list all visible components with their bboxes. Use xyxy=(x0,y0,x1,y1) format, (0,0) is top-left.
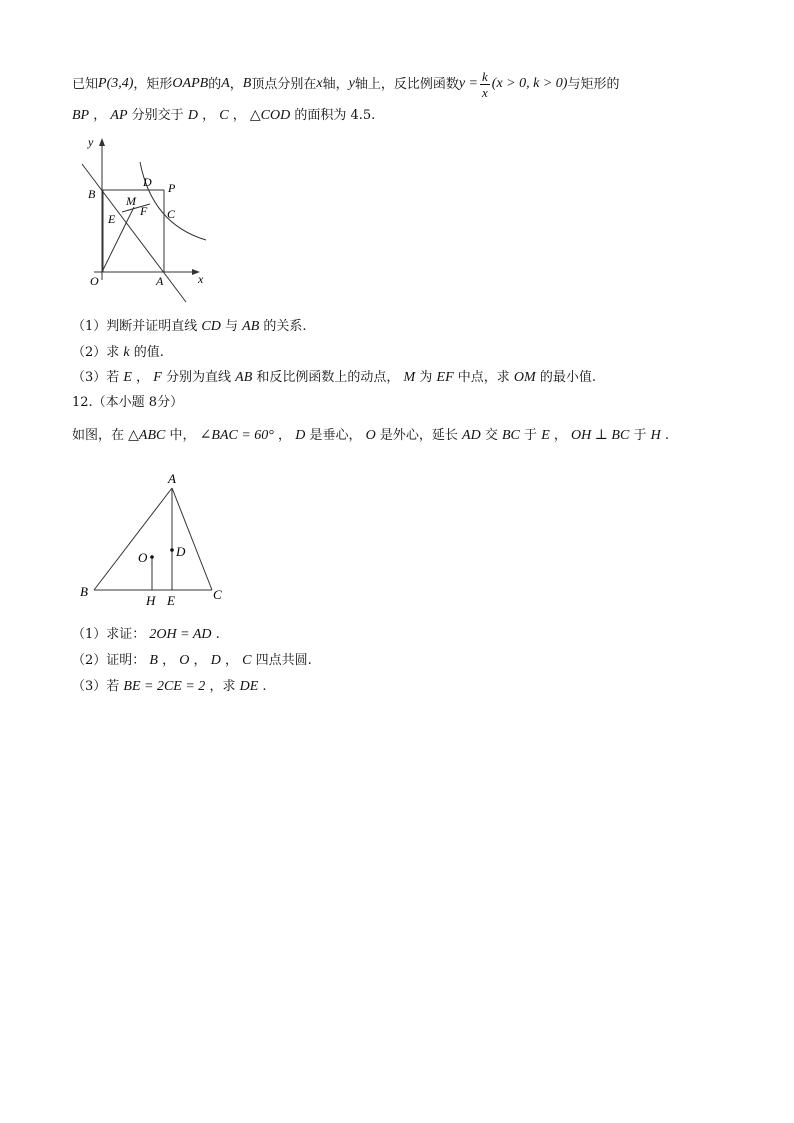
text: （1）求证： xyxy=(72,627,146,642)
text: 交 xyxy=(484,428,498,443)
label-y: y xyxy=(88,135,94,149)
text: 的最小值. xyxy=(539,370,596,385)
function-lhs: y = xyxy=(458,76,478,91)
text: 是垂心， xyxy=(309,428,362,443)
label-D: D xyxy=(176,544,186,559)
label-O: O xyxy=(138,550,148,565)
label-A: A xyxy=(156,274,164,288)
triangle-COD: △COD xyxy=(249,108,291,123)
text: 中， xyxy=(169,428,196,443)
label-E: E xyxy=(167,593,175,608)
text: ， xyxy=(202,108,216,123)
p11-line-1 xyxy=(72,68,619,100)
text: ， xyxy=(136,370,150,385)
p12-header xyxy=(72,396,183,409)
segment-OM xyxy=(102,207,134,272)
var: y xyxy=(348,76,355,91)
var: AD xyxy=(462,428,481,443)
text: 和反比例函数上的动点， xyxy=(256,370,400,385)
p11-question-2 xyxy=(72,346,164,360)
y-axis-arrow xyxy=(99,138,105,146)
text: （2）求 xyxy=(72,345,120,360)
text: ，矩形 xyxy=(133,76,173,92)
text: 分别交于 xyxy=(131,108,184,123)
text: 与 xyxy=(225,319,239,334)
rect-name: OAPB xyxy=(172,76,209,91)
var: D xyxy=(210,653,221,668)
text: 中点，求 xyxy=(457,370,510,385)
label-M: M xyxy=(126,194,136,208)
hyperbola-curve xyxy=(140,162,206,240)
label-F: F xyxy=(140,204,148,218)
text: 的值. xyxy=(133,345,164,360)
text: 与矩形的 xyxy=(567,76,620,92)
text: ， xyxy=(232,108,246,123)
var: k xyxy=(123,345,130,360)
text: ， xyxy=(278,428,292,443)
var: H xyxy=(650,428,661,443)
text: 的关系. xyxy=(263,319,307,334)
text: ， xyxy=(229,76,243,92)
label-B: B xyxy=(88,187,96,201)
point-D xyxy=(170,548,174,552)
var: D xyxy=(295,428,306,443)
p12-question-3 xyxy=(72,680,267,694)
label-E: E xyxy=(108,212,116,226)
p11-line-2 xyxy=(72,109,375,123)
text: 分别为直线 xyxy=(165,370,231,385)
label-x: x xyxy=(198,272,204,286)
text: ， xyxy=(193,653,207,668)
point-P: P(3,4) xyxy=(98,76,134,91)
p12-question-2 xyxy=(72,654,312,668)
text: . xyxy=(262,679,267,694)
label-C: C xyxy=(213,587,222,602)
side-AC xyxy=(172,488,212,590)
label-B: B xyxy=(80,584,88,599)
label-C: C xyxy=(167,207,176,221)
var: x xyxy=(316,76,323,91)
text: ， xyxy=(93,108,107,123)
p11-question-1 xyxy=(72,320,307,334)
p12-statement xyxy=(72,429,669,443)
angle: ∠BAC = 60° xyxy=(199,428,274,443)
text: 四点共圆. xyxy=(255,653,312,668)
point-O xyxy=(150,555,154,559)
var: AB xyxy=(235,370,253,385)
var: OH ⊥ BC xyxy=(571,428,630,443)
text: 轴， xyxy=(322,76,349,92)
fraction xyxy=(480,69,490,100)
label-P: P xyxy=(168,181,176,195)
label-O: O xyxy=(90,274,99,288)
var: M xyxy=(403,370,416,385)
text: 于 xyxy=(524,428,538,443)
equation: 2OH = AD xyxy=(149,627,212,642)
text: 顶点分别在 xyxy=(251,76,317,92)
label-H: H xyxy=(146,593,156,608)
var: AB xyxy=(242,319,260,334)
var: E xyxy=(123,370,132,385)
text: . xyxy=(664,428,670,443)
var: C xyxy=(219,108,229,123)
var: EF xyxy=(436,370,454,385)
var: B xyxy=(242,76,252,91)
text: （2）证明： xyxy=(72,653,146,668)
p11-question-3 xyxy=(72,371,596,385)
text: 轴上，反比例函数 xyxy=(354,76,459,92)
text: 的面积为 4.5. xyxy=(294,108,376,123)
var: F xyxy=(153,370,162,385)
var: AP xyxy=(110,108,128,123)
var: A xyxy=(221,76,230,91)
text: 如图，在 xyxy=(72,428,125,443)
problem-header: 12.（本小题 8分） xyxy=(72,395,184,410)
var: △ABC xyxy=(128,428,166,443)
p11-figure xyxy=(72,132,222,312)
text: 的 xyxy=(208,76,222,92)
var: B xyxy=(149,653,158,668)
text: 是外心，延长 xyxy=(379,428,458,443)
var: BP xyxy=(72,108,90,123)
var: C xyxy=(242,653,252,668)
label-A: A xyxy=(168,471,176,486)
text: 为 xyxy=(419,370,433,385)
text: . xyxy=(215,627,220,642)
text: （3）若 xyxy=(72,370,120,385)
text: ， xyxy=(553,428,567,443)
text: ， xyxy=(162,653,176,668)
var: D xyxy=(187,108,198,123)
text: 已知 xyxy=(72,76,99,92)
var: O xyxy=(365,428,376,443)
equation: BE = 2CE = 2 xyxy=(123,679,206,694)
fraction-numerator: k xyxy=(482,68,488,84)
var: OM xyxy=(513,370,536,385)
p12-question-1 xyxy=(72,628,220,642)
text: 于 xyxy=(633,428,647,443)
label-D: D xyxy=(143,175,152,189)
var: CD xyxy=(201,319,221,334)
var: E xyxy=(541,428,550,443)
text: ， xyxy=(224,653,238,668)
text: （1）判断并证明直线 xyxy=(72,319,198,334)
fraction-denominator: x xyxy=(482,84,488,100)
var: DE xyxy=(239,679,259,694)
var: O xyxy=(179,653,190,668)
p12-figure xyxy=(72,466,242,611)
var: BC xyxy=(502,428,520,443)
text: ，求 xyxy=(209,679,236,694)
function-condition: (x > 0, k > 0) xyxy=(491,76,568,91)
text: （3）若 xyxy=(72,679,120,694)
side-AB xyxy=(94,488,172,590)
